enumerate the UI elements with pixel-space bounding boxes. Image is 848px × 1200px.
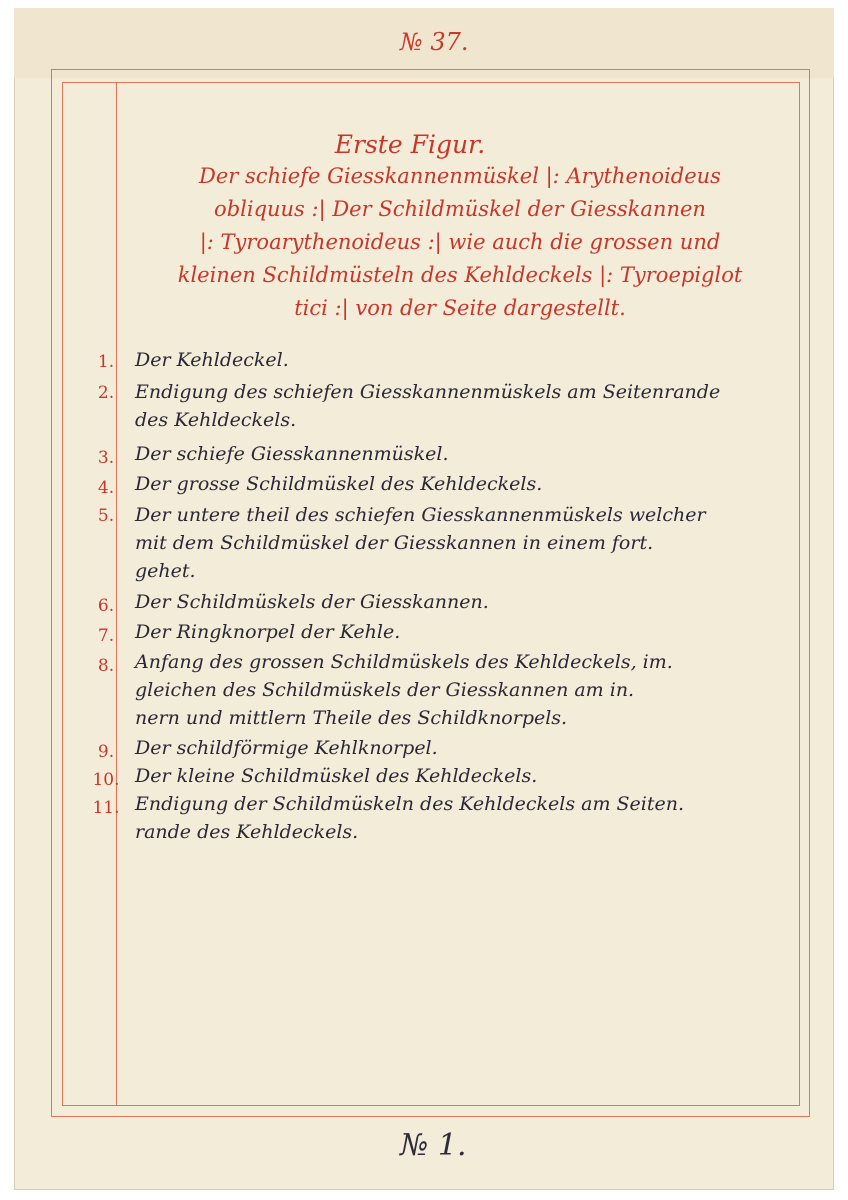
legend-line: gleichen des Schildmüskels der Giesskannen am in. <box>135 679 635 701</box>
legend-number: 8. <box>97 656 115 676</box>
legend-line: Der Schildmüskels der Giesskannen. <box>135 591 489 613</box>
legend-number: 1. <box>97 352 115 372</box>
legend-number: 11. <box>92 798 120 818</box>
legend-line: rande des Kehldeckels. <box>135 821 359 843</box>
legend-line: Der grosse Schildmüskel des Kehldeckels. <box>135 473 543 495</box>
legend-text <box>135 588 785 616</box>
legend-line: nern und mittlern Theile des Schildknorpels. <box>135 707 568 729</box>
legend-number: 2. <box>97 383 115 403</box>
legend-number: 7. <box>97 626 115 646</box>
legend-text <box>135 790 785 846</box>
legend-number: 6. <box>97 596 115 616</box>
legend-line: Der schildförmige Kehlknorpel. <box>135 737 438 759</box>
legend-text <box>135 762 785 790</box>
caption-line: |: Tyroarythenoideus :| wie auch die grossen und <box>199 230 721 254</box>
caption-line: tici :| von der Seite dargestellt. <box>294 296 626 320</box>
legend-number: 9. <box>97 742 115 762</box>
footer-signature-mark: № 1. <box>400 1128 467 1163</box>
legend-line: Der untere theil des schiefen Giesskannenmüskels welcher <box>135 504 706 526</box>
legend-text <box>135 346 785 374</box>
legend-text <box>135 648 785 732</box>
legend-text <box>135 470 785 498</box>
caption-line: obliquus :| Der Schildmüskel der Giesskannen <box>214 197 706 221</box>
folio-number: № 37. <box>400 28 469 56</box>
legend-line: des Kehldeckels. <box>135 409 297 431</box>
margin-rule <box>116 82 117 1106</box>
figure-title: Erste Figur. <box>334 130 486 159</box>
legend-text <box>135 501 785 585</box>
legend-text <box>135 378 785 434</box>
legend-line: gehet. <box>135 560 196 582</box>
legend-line: mit dem Schildmüskel der Giesskannen in einem fort. <box>135 532 654 554</box>
legend-line: Endigung des schiefen Giesskannenmüskels am Seitenrande <box>135 381 721 403</box>
legend-number: 5. <box>97 506 115 526</box>
legend-line: Der kleine Schildmüskel des Kehldeckels. <box>135 765 538 787</box>
legend-text <box>135 734 785 762</box>
figure-caption <box>130 160 790 325</box>
caption-line: Der schiefe Giesskannenmüskel |: Arythenoideus <box>199 164 721 188</box>
legend-line: Der Kehldeckel. <box>135 349 289 371</box>
legend-text <box>135 618 785 646</box>
legend-line: Der schiefe Giesskannenmüskel. <box>135 443 449 465</box>
legend-line: Endigung der Schildmüskeln des Kehldeckels am Seiten. <box>135 793 685 815</box>
legend-number: 3. <box>97 448 115 468</box>
legend-text <box>135 440 785 468</box>
caption-line: kleinen Schildmüsteln des Kehldeckels |: Tyroepiglot <box>177 263 743 287</box>
legend-number: 10. <box>92 770 120 790</box>
legend-line: Der Ringknorpel der Kehle. <box>135 621 401 643</box>
legend-line: Anfang des grossen Schildmüskels des Kehldeckels, im. <box>135 651 673 673</box>
legend-number: 4. <box>97 478 115 498</box>
